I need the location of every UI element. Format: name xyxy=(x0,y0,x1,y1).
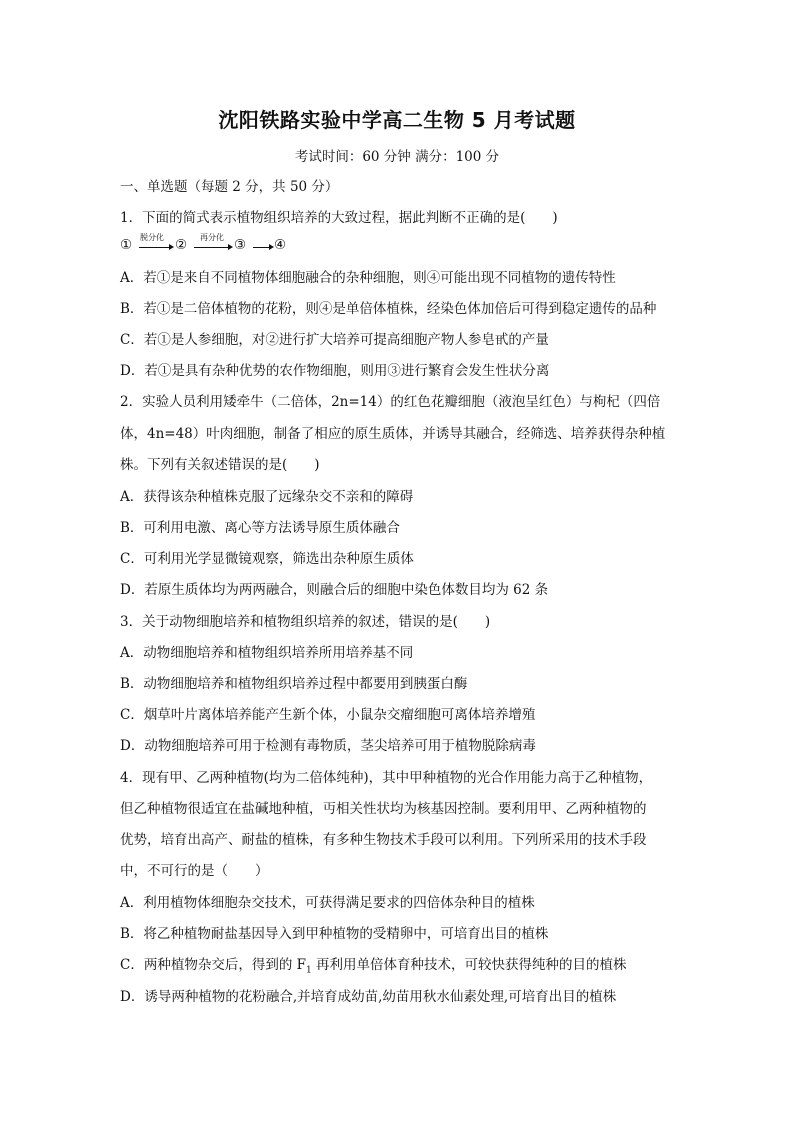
q4-stem-line3: 优势，培育出高产、耐盐的植株，有多种生物技术手段可以利用。下列所采用的技术手段 xyxy=(120,832,647,848)
q4-option-c-text-1: C．两种植物杂交后，得到的 F xyxy=(120,957,306,973)
q2-option-d: D．若原生质体均为两两融合，则融合后的细胞中染色体数目均为 62 条 xyxy=(120,582,549,598)
q4-option-b: B．将乙种植物耐盐基因导入到甲种植物的受精卵中，可培育出目的植株 xyxy=(120,926,549,942)
page-title: 沈阳铁路实验中学高二生物 5 月考试题 xyxy=(218,108,576,132)
q4-option-c-text-2: 再利用单倍体育种技术，可较快获得纯种的目的植株 xyxy=(311,957,627,973)
exam-info: 考试时间：60 分钟 满分：100 分 xyxy=(294,149,500,165)
q4-option-c xyxy=(120,955,627,981)
q4-option-a: A．利用植物体细胞杂交技术，可获得满足要求的四倍体杂种目的植株 xyxy=(120,895,535,911)
section-heading: 一、单选题（每题 2 分，共 50 分） xyxy=(120,179,339,195)
q2-option-a: A．获得该杂种植株克服了远缘杂交不亲和的障碍 xyxy=(120,489,414,505)
flow-node-3: ③ xyxy=(234,237,247,253)
flow-arrow-2 xyxy=(194,247,231,248)
q4-stem-line2: 但乙种植物很适宜在盐碱地种植，丏相关性状均为核基因控制。要利用甲、乙两种植物的 xyxy=(120,801,647,817)
q1-option-d: D．若①是具有杂种优势的农作物细胞，则用③进行繁育会发生性状分离 xyxy=(120,363,550,379)
flow-node-1: ① xyxy=(120,237,133,253)
q2-option-c: C．可利用光学显微镜观察，筛选出杂种原生质体 xyxy=(120,551,414,567)
q4-stem-line1: 4．现有甲、乙两种植物(均为二倍体纯种)，其中甲种植物的光合作用能力高于乙种植物， xyxy=(120,770,653,786)
q4-option-d: D．诱导两种植物的花粉融合,并培育成幼苗,幼苗用秋水仙素处理,可培育出目的植株 xyxy=(120,989,617,1005)
q3-option-d: D．动物细胞培养可用于检测有毒物质，茎尖培养可用于植物脱除病毒 xyxy=(120,738,536,754)
q4-stem-line4: 中，不可行的是（ ） xyxy=(120,863,269,879)
q2-stem-line1: 2．实验人员利用矮牵牛（二倍体，2n=14）的红色花瓣细胞（液泡呈红色）与枸杞（四倍 xyxy=(120,394,661,410)
flow-arrow-1 xyxy=(139,247,172,248)
q3-option-a: A．动物细胞培养和植物组织培养所用培养基不同 xyxy=(120,645,414,661)
q3-stem: 3．关于动物细胞培养和植物组织培养的叙述，错误的是( ) xyxy=(120,614,491,630)
q2-stem-line3: 株。下列有关叙述错误的是( ) xyxy=(120,457,320,473)
q3-option-c: C．烟草叶片离体培养能产生新个体，小鼠杂交瘤细胞可离体培养增殖 xyxy=(120,707,536,723)
q1-flow-diagram xyxy=(120,233,320,257)
q4-option-c-subscript: 1 xyxy=(306,965,312,976)
q2-option-b: B．可利用电激、离心等方法诱导原生质体融合 xyxy=(120,520,400,536)
q1-option-c: C．若①是人参细胞，对②进行扩大培养可提高细胞产物人参皂甙的产量 xyxy=(120,332,549,348)
q1-option-a: A．若①是来自不同植物体细胞融合的杂种细胞，则④可能出现不同植物的遗传特性 xyxy=(120,270,616,286)
flow-node-2: ② xyxy=(175,237,188,253)
q3-option-b: B．动物细胞培养和植物组织培养过程中都要用到胰蛋白酶 xyxy=(120,676,468,692)
q1-stem: 1．下面的简式表示植物组织培养的大致过程，据此判断不正确的是( ) xyxy=(120,210,558,226)
flow-label-dedifferentiation: 脱分化 xyxy=(140,233,164,242)
q1-option-b: B．若①是二倍体植物的花粉，则④是单倍体植株，经染色体加倍后可得到稳定遗传的品种 xyxy=(120,301,657,317)
flow-label-redifferentiation: 再分化 xyxy=(200,233,224,242)
flow-node-4: ④ xyxy=(274,237,287,253)
q2-stem-line2: 体，4n=48）叶肉细胞，制备了相应的原生质体，并诱导其融合，经筛选、培养获得杂种植 xyxy=(120,426,666,442)
flow-arrow-3 xyxy=(253,247,272,248)
